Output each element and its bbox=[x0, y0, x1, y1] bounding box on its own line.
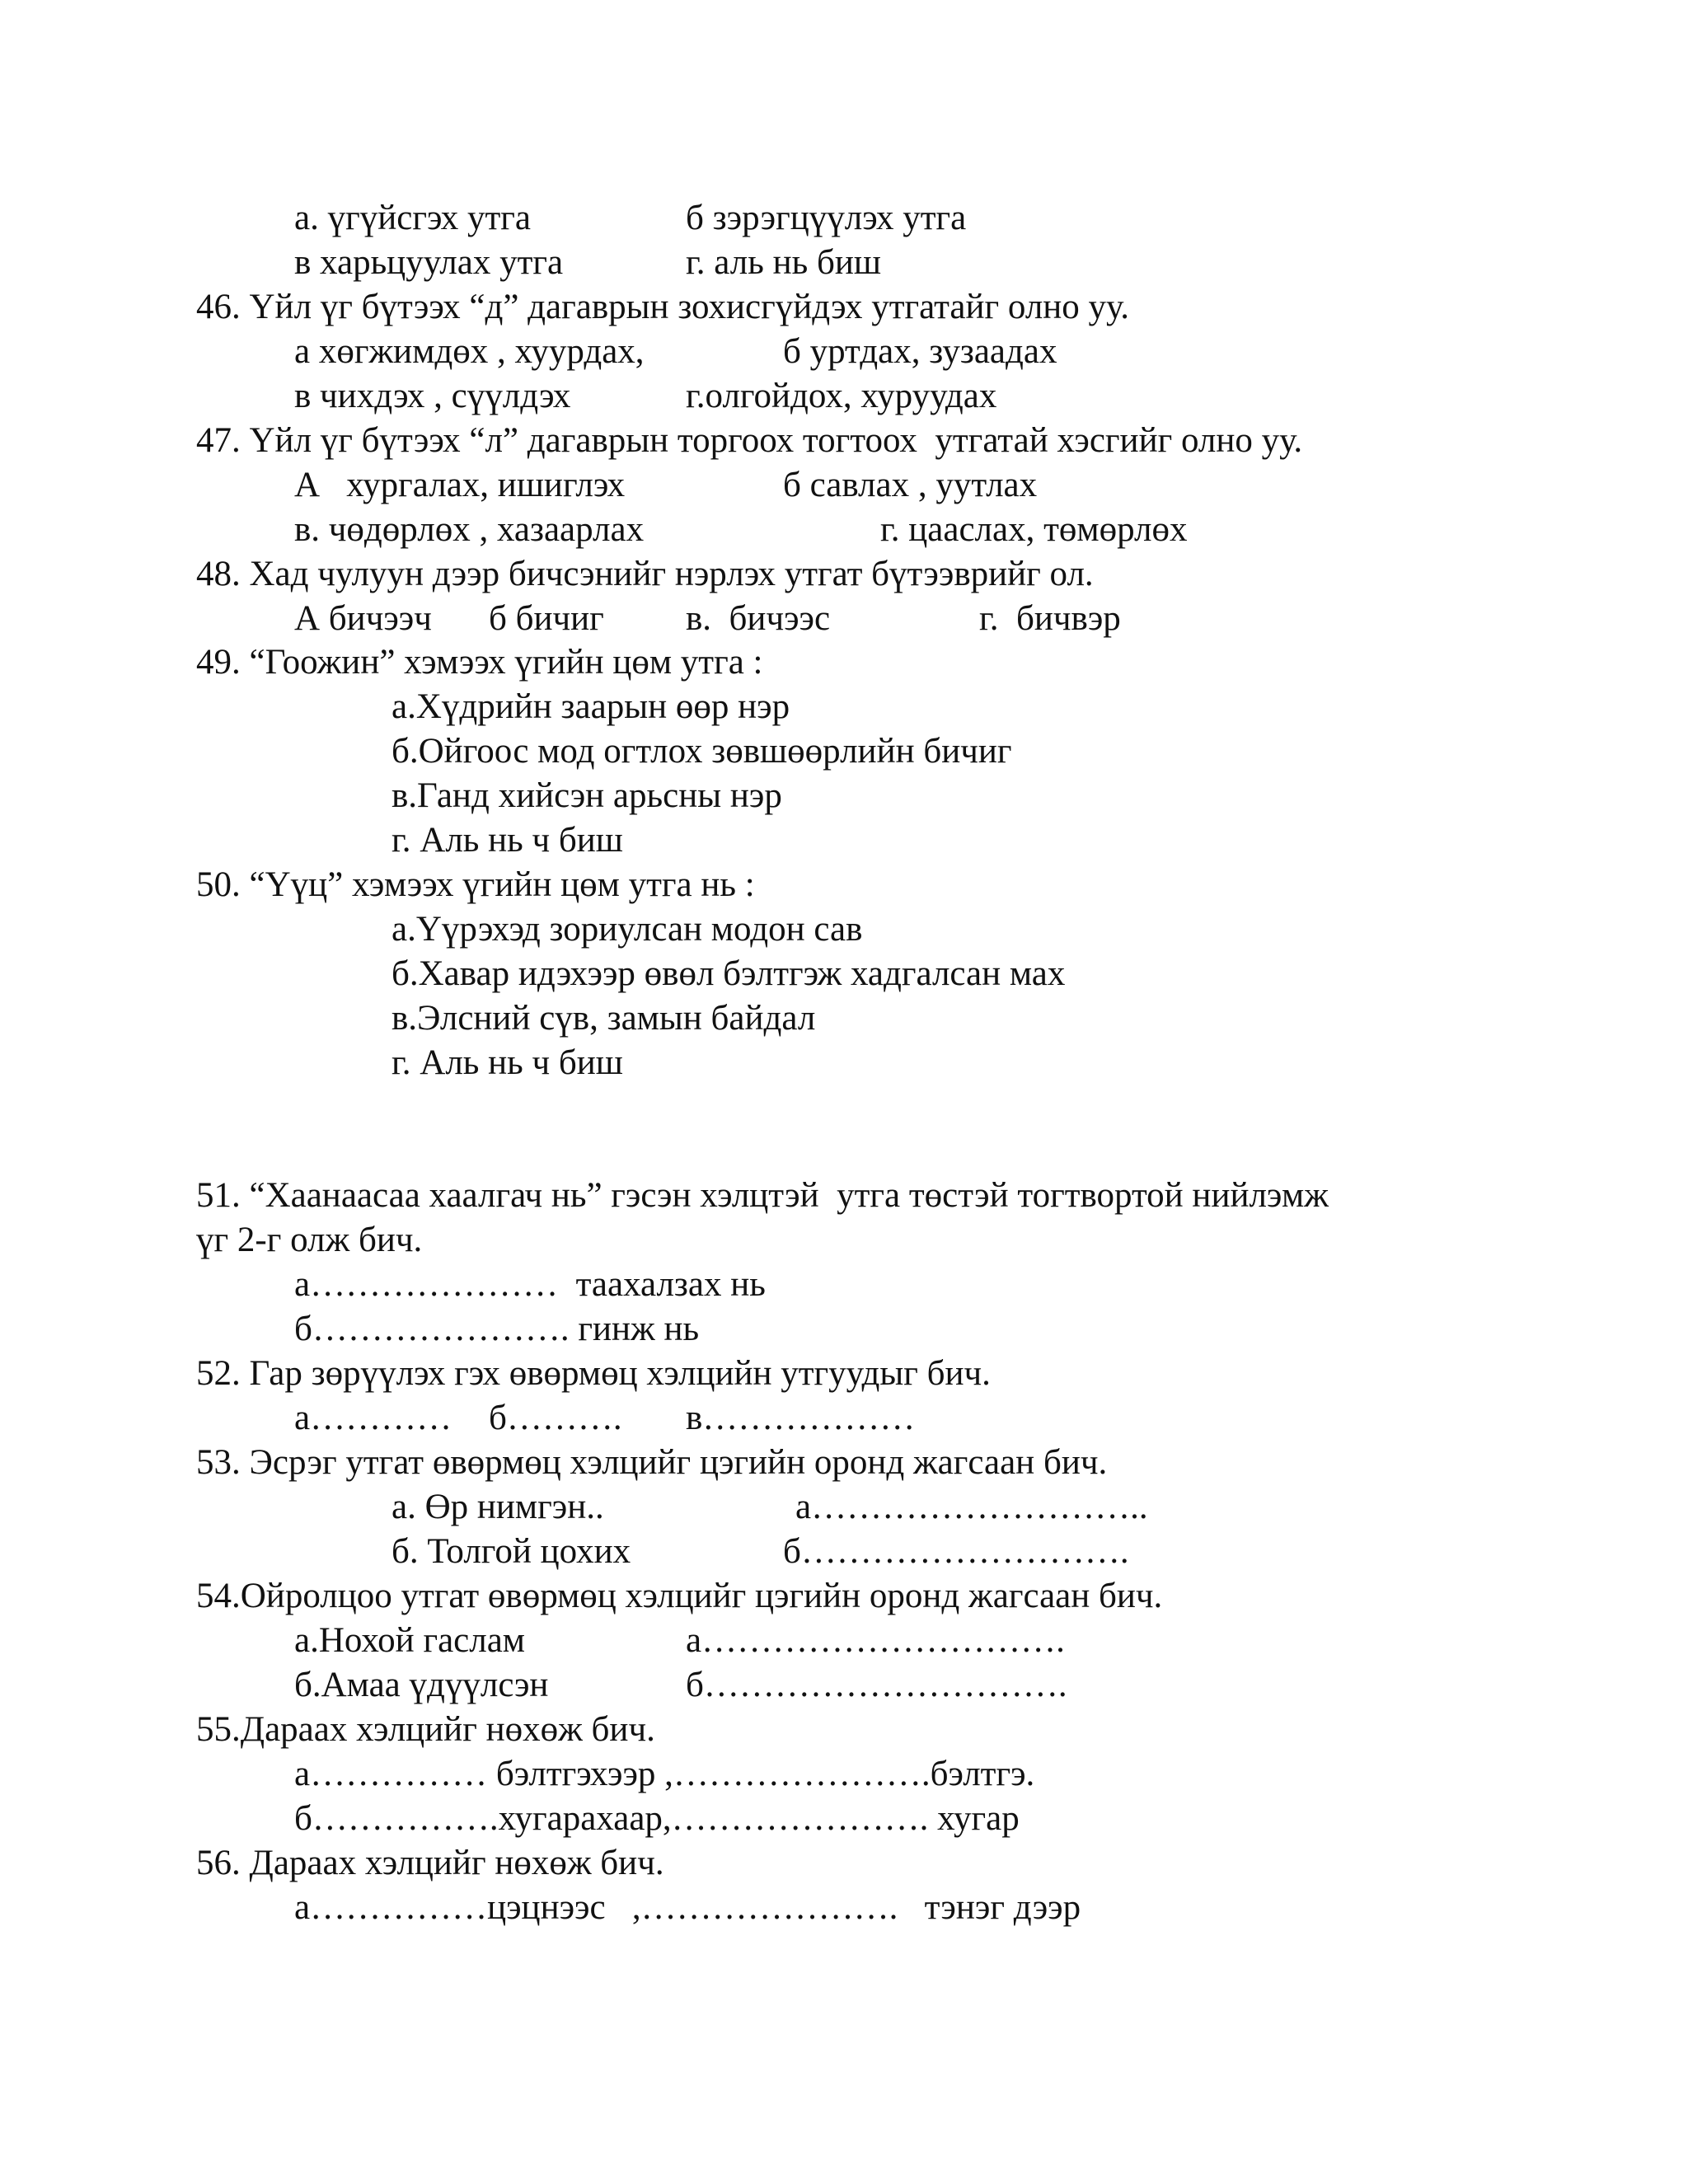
q50-option-g: г. Аль нь ч биш bbox=[392, 1043, 623, 1082]
q50-option-v: в.Элсний сүв, замын байдал bbox=[392, 999, 816, 1038]
q54-blank-b: б…………………………. bbox=[686, 1666, 1067, 1704]
question-53: 53. Эсрэг утгат өвөрмөц хэлцийг цэгийн оронд жагсаан бич. bbox=[196, 1443, 1108, 1482]
question-56: 56. Дараах хэлцийг нөхөж бич. bbox=[196, 1844, 664, 1882]
question-51-continued: үг 2-г олж бич. bbox=[196, 1221, 423, 1259]
q45-option-v: в харьцуулах утга bbox=[294, 243, 564, 282]
question-49: 49. “Гоожин” хэмээх үгийн цөм утга : bbox=[196, 643, 763, 682]
q46-option-g: г.олгойдох, хуруудах bbox=[686, 377, 997, 415]
q50-option-a: а.Үүрэхэд зориулсан модон сав bbox=[392, 910, 863, 949]
q55-blank-a: а…………… бэлтгэхээр ,………………….бэлтгэ. bbox=[294, 1755, 1035, 1793]
q47-option-a: А хургалах, ишиглэх bbox=[294, 466, 626, 504]
q49-option-b: б.Ойгоос мод огтлох зөвшөөрлийн бичиг bbox=[392, 732, 1012, 771]
q45-option-b: б зэрэгцүүлэх утга bbox=[686, 199, 967, 237]
q46-option-b: б уртдах, зузаадах bbox=[783, 332, 1057, 371]
q45-option-g: г. аль нь биш bbox=[686, 243, 881, 282]
question-55: 55.Дараах хэлцийг нөхөж бич. bbox=[196, 1710, 655, 1749]
q54-blank-a: а…………………………. bbox=[686, 1621, 1065, 1660]
q52-blank-b: б………. bbox=[489, 1399, 622, 1437]
question-51: 51. “Хаанаасаа хаалгач нь” гэсэн хэлцтэй утга төстэй тогтвортой нийлэмж bbox=[196, 1176, 1329, 1215]
q48-option-v: в. бичээс bbox=[686, 599, 831, 638]
question-54: 54.Ойролцоо утгат өвөрмөц хэлцийг цэгийн оронд жагсаан бич. bbox=[196, 1577, 1163, 1615]
q49-option-g: г. Аль нь ч биш bbox=[392, 821, 623, 860]
q46-option-a: а хөгжимдөх , хуурдах, bbox=[294, 332, 645, 371]
q52-blank-v: в……………… bbox=[686, 1399, 916, 1437]
q47-option-b: б савлах , уутлах bbox=[783, 466, 1038, 504]
q51-blank-b: б…………………. гинж нь bbox=[294, 1310, 700, 1348]
q56-blank-a: а……………цэцнээс ,…………………. тэнэг дээр bbox=[294, 1888, 1081, 1927]
q48-option-b: б бичиг bbox=[489, 599, 604, 638]
question-46: 46. Үйл үг бүтээх “д” дагаврын зохисгүйдэх утгатайг олно уу. bbox=[196, 288, 1130, 326]
question-52: 52. Гар зөрүүлэх гэх өвөрмөц хэлцийн утгуудыг бич. bbox=[196, 1354, 991, 1393]
q48-option-a: А бичээч bbox=[294, 599, 432, 638]
q54-item-a: а.Нохой гаслам bbox=[294, 1621, 526, 1660]
question-47: 47. Үйл үг бүтээх “л” дагаврын торгоох тогтоох утгатай хэсгийг олно уу. bbox=[196, 421, 1303, 460]
q53-blank-a: а……………………….. bbox=[795, 1488, 1148, 1526]
q50-option-b: б.Хавар идэхээр өвөл бэлтгэж хадгалсан мах bbox=[392, 954, 1066, 993]
q47-option-v: в. чөдөрлөх , хазаарлах bbox=[294, 510, 645, 549]
q45-option-a: а. үгүйсгэх утга bbox=[294, 199, 531, 237]
q47-option-g: г. цааслах, төмөрлөх bbox=[880, 510, 1188, 549]
q53-item-b: б. Толгой цохих bbox=[392, 1532, 631, 1571]
q46-option-v: в чихдэх , сүүлдэх bbox=[294, 377, 571, 415]
q52-blank-a: а………… bbox=[294, 1399, 452, 1437]
q55-blank-b: б…………….хугарахаар,…………………. хугар bbox=[294, 1799, 1020, 1838]
q49-option-v: в.Ганд хийсэн арьсны нэр bbox=[392, 776, 782, 815]
q54-item-b: б.Амаа үдүүлсэн bbox=[294, 1666, 549, 1704]
question-50: 50. “Үүц” хэмээх үгийн цөм утга нь : bbox=[196, 865, 755, 904]
q51-blank-a: а………………… таахалзах нь bbox=[294, 1265, 766, 1304]
q49-option-a: а.Хүдрийн заарын өөр нэр bbox=[392, 687, 790, 726]
q53-blank-b: б………………………. bbox=[783, 1532, 1129, 1571]
q53-item-a: а. Өр нимгэн.. bbox=[392, 1488, 604, 1526]
q48-option-g: г. бичвэр bbox=[979, 599, 1121, 638]
question-48: 48. Хад чулуун дээр бичсэнийг нэрлэх утгат бүтээврийг ол. bbox=[196, 555, 1094, 593]
